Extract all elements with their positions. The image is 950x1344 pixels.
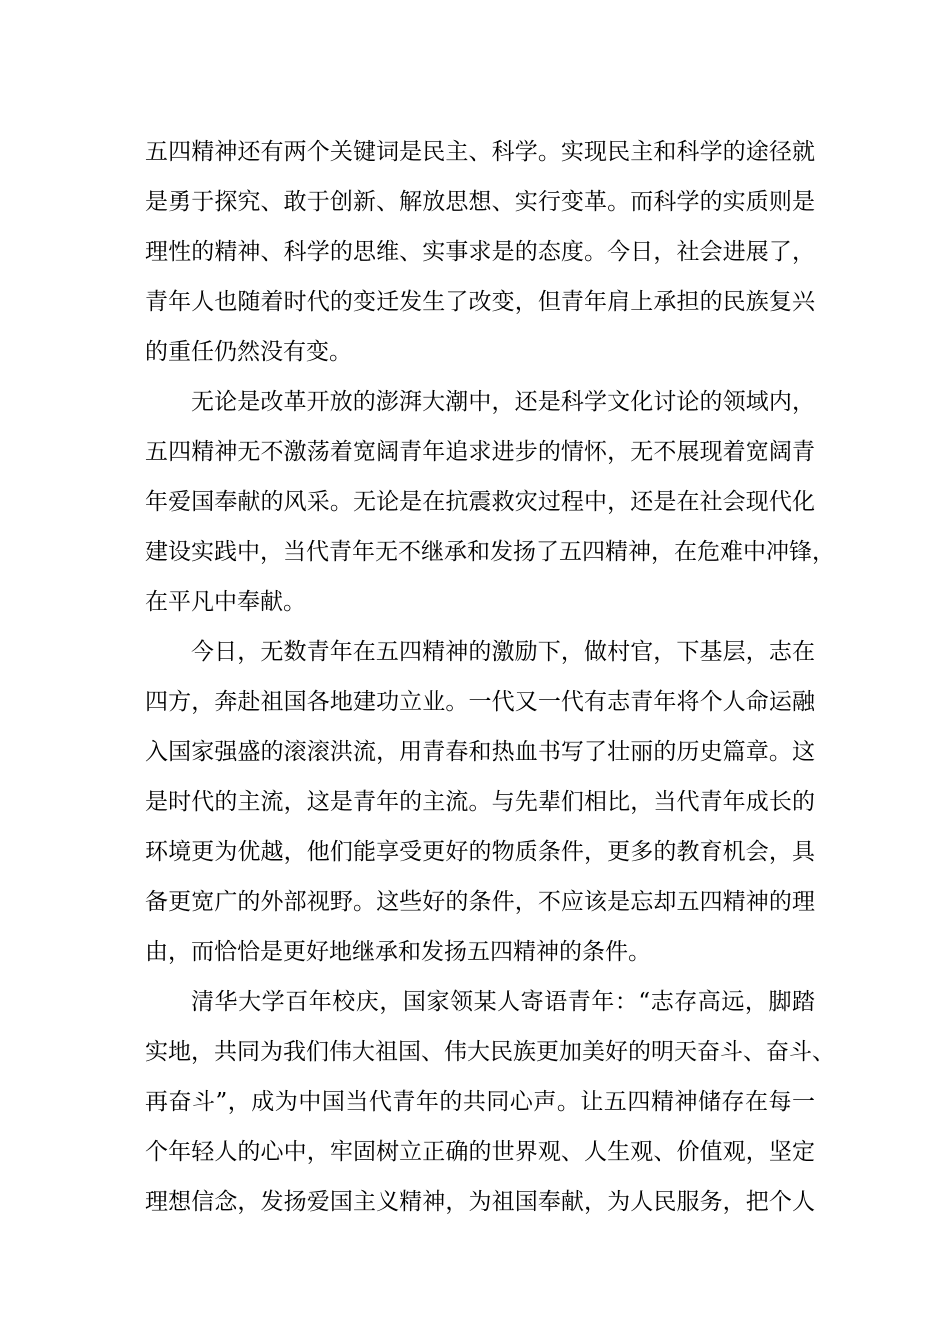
text-line: 备更宽广的外部视野。这些好的条件，不应该是忘却五四精神的理 xyxy=(145,889,815,915)
text-line: 清华大学百年校庆，国家领某人寄语青年：“志存高远，脚踏 xyxy=(191,989,815,1015)
text-line: 年爱国奉献的风采。无论是在抗震救灾过程中，还是在社会现代化 xyxy=(145,489,815,515)
text-line: 个年轻人的心中，牢固树立正确的世界观、人生观、价值观，坚定 xyxy=(145,1139,815,1165)
text-line: 五四精神还有两个关键词是民主、科学。实现民主和科学的途径就 xyxy=(145,139,815,165)
paragraph-1 xyxy=(145,127,815,377)
paragraph-2 xyxy=(145,377,835,627)
text-line: 五四精神无不激荡着宽阔青年追求进步的情怀，无不展现着宽阔青 xyxy=(145,439,815,465)
text-line: 四方，奔赴祖国各地建功立业。一代又一代有志青年将个人命运融 xyxy=(145,689,815,715)
paragraph-3 xyxy=(145,627,815,977)
text-line: 在平凡中奉献。 xyxy=(145,589,306,615)
text-line: 无论是改革开放的澎湃大潮中，还是科学文化讨论的领域内， xyxy=(191,389,815,415)
text-line: 环境更为优越，他们能享受更好的物质条件，更多的教育机会，具 xyxy=(145,839,815,865)
text-line: 是时代的主流，这是青年的主流。与先辈们相比，当代青年成长的 xyxy=(145,789,815,815)
text-line: 实地，共同为我们伟大祖国、伟大民族更加美好的明天奋斗、奋斗、 xyxy=(145,1039,835,1065)
text-line: 的重任仍然没有变。 xyxy=(145,339,352,365)
text-line: 今日，无数青年在五四精神的激励下，做村官，下基层，志在 xyxy=(191,639,815,665)
paragraph-4 xyxy=(145,977,835,1227)
text-line: 理想信念，发扬爱国主义精神，为祖国奉献，为人民服务，把个人 xyxy=(145,1189,815,1215)
text-line: 青年人也随着时代的变迁发生了改变，但青年肩上承担的民族复兴 xyxy=(145,289,815,315)
text-line: 理性的精神、科学的思维、实事求是的态度。今日，社会进展了， xyxy=(145,239,815,265)
text-line: 由，而恰恰是更好地继承和发扬五四精神的条件。 xyxy=(145,939,651,965)
text-line: 建设实践中，当代青年无不继承和发扬了五四精神，在危难中冲锋， xyxy=(145,539,835,565)
text-line: 入国家强盛的滚滚洪流，用青春和热血书写了壮丽的历史篇章。这 xyxy=(145,739,815,765)
text-line: 是勇于探究、敢于创新、解放思想、实行变革。而科学的实质则是 xyxy=(145,189,815,215)
text-line: 再奋斗”，成为中国当代青年的共同心声。让五四精神储存在每一 xyxy=(145,1089,815,1115)
document-body xyxy=(145,127,835,1227)
